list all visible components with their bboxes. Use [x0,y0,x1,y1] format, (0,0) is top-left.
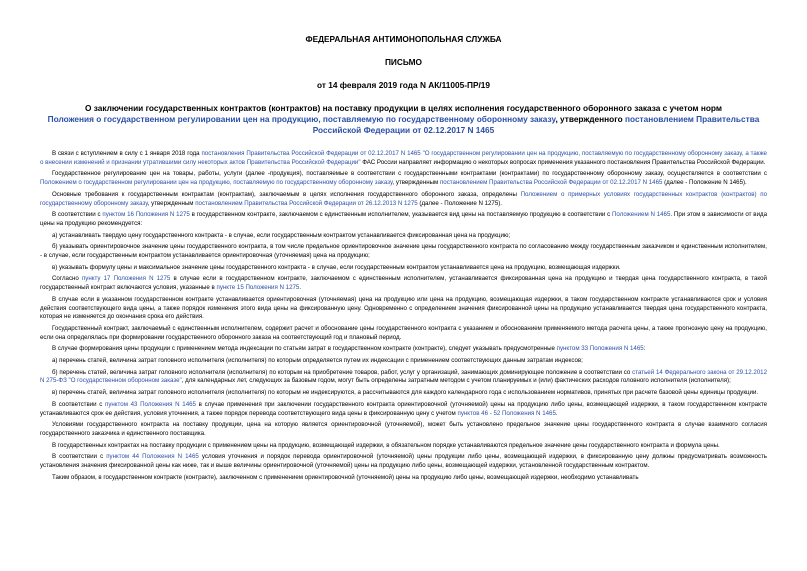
subject-link-decree[interactable]: постановлением Правительства Российской Федерации от 02.12.2017 N 1465 [312,114,760,135]
para-text: В соответствии с [52,453,107,461]
para-text: . [299,284,302,292]
para-link[interactable]: пунктом 44 Положения N 1465 [106,453,199,461]
para-text: в случае применения при заключении государственного контракта ориентировочной (уточняемой) цены на продукцию либо цены, возмещающей издержки, в таком государственном контракте устанавливаются срок ее действия, условия уточнения, а также порядок перевода соответствующего вида цены в фиксированную цену с учетом [40,400,767,417]
para-text: Условиями государственного контракта на поставку продукции, цена на которую является ориентировочной (уточняемой), может быть установлено предельное значение цены государственного контракта в случае взаимного согласия государственного заказчика и единственного поставщика. [40,421,767,437]
para-link[interactable]: Положением о примерных условиях государственных контрактов (контрактов) по государственному оборонному заказу [40,190,767,207]
paragraph [40,453,767,470]
paragraph [40,345,767,354]
para-text: . [555,409,558,417]
para-text: а) устанавливать твердую цену государственного контракта - в случае, если государственным контрактом устанавливается фиксированная цена на продукцию; [52,231,511,239]
para-link[interactable]: пунктом 16 Положения N 1275 [102,211,190,219]
para-link[interactable]: пунктом 43 Положения N 1465 [105,400,196,408]
paragraph [40,264,767,273]
para-link[interactable]: пунктом 33 Положения N 1465 [556,345,644,353]
paragraph [40,474,767,483]
paragraph [40,325,767,342]
para-text: ФАС России направляет информацию о некоторых вопросах применения указанного постановления Правительства Российской Федерации. [360,158,766,166]
para-link[interactable]: постановлением Правительства Российской Федерации от 02.12.2017 N 1465 [439,179,663,187]
para-link[interactable]: Положением N 1465 [612,211,671,219]
doc-type: ПИСЬМО [384,57,423,67]
para-text: , утвержденным [147,199,196,207]
para-text: , для календарных лет, следующих за базовым годом, могут быть определены затратным методом с учетом планируемых и (или) фактических расходов головного исполнителя (исполнителя); [181,377,731,385]
para-text: в) указывать формулу цены и максимальное значение цены государственного контракта - в случае, если государственным контрактом устанавливается цена на продукцию, возмещающая издержки. [52,263,621,271]
para-text: Основные требования к государственным контрактам (контрактам), заключаемым в целях исполнения государственного оборонного заказа, определены [52,190,521,198]
para-link[interactable]: пункте 15 Положения N 1275 [216,284,300,292]
para-text: (далее - Положение N 1275). [417,199,503,207]
paragraph [40,191,767,208]
para-text: В соответствии с [52,400,106,408]
paragraph [40,243,767,260]
para-text: В государственных контрактах на поставку продукции с применением цены на продукцию, возмещающей издержки, в обязательном порядке устанавливаются предельное значение цены государственного контракта и формула цены. [52,441,720,449]
para-text: В связи с вступлением в силу с 1 января 2018 года [52,150,202,157]
para-text: условия уточнения и порядок перевода ориентировочной (уточняемой) цены продукции либо цены, возмещающей издержки, в фиксированную цену должны предусматривать возможность установления значения фиксированной цены как ниже, так и выше величины ориентировочной (уточняемой) цены на продукцию либо цены, возмещающей издержки, установленной государственным контрактом. [40,453,767,470]
para-link[interactable]: Положением о государственном регулировании цен на продукцию, поставляемую по государственному оборонному заказу [40,179,393,187]
paragraph [40,232,767,241]
agency-title: ФЕДЕРАЛЬНАЯ АНТИМОНОПОЛЬНАЯ СЛУЖБА [305,34,502,44]
para-link[interactable]: постановления Правительства Российской Федерации от 02.12.2017 N 1465 "О государственном регулировании цен на продукцию, поставляемую по государственному оборонному заказу, а также о внесении изменений и признании утратившими силу некоторых актов Правительства Российской Федерации" [40,150,767,166]
para-link[interactable]: пунктов 46 - 52 Положения N 1465 [457,409,556,417]
para-link[interactable]: пункту 17 Положения N 1275 [81,275,171,283]
para-text: б) перечень статей, величина затрат головного исполнителя (исполнителя) по которым на приобретение товаров, работ, услуг у организаций, занимающих доминирующее положение в соответствии со [52,368,633,376]
para-text: в государственном контракте, заключаемом с единственным исполнителем, указывается вид цены на поставляемую продукцию в соответствии с [189,211,612,219]
para-text: б) указывать ориентировочное значение цены государственного контракта, в том числе предельное ориентировочное значение цены государственного контракта по согласованию между государственным заказчиком и единственным исполнителем, - в случае, если государственным контрактом устанавливается ориентировочная (уточняемая) цена на продукцию; [40,243,767,260]
para-text: Государственное регулирование цен на товары, работы, услуги (далее -продукция), поставляемые в соответствии с государственными контрактами (контрактами) по государственному оборонному заказу, осуществляется в соответствии с [52,170,767,178]
paragraph [40,170,767,187]
paragraph [40,421,767,438]
para-text: Согласно [52,275,82,283]
paragraph [40,296,767,322]
para-link[interactable]: постановлением Правительства Российской Федерации от 26.12.2013 N 1275 [195,199,418,207]
subject-text: О заключении государственных контрактов (контрактов) на поставку продукции в целях исполнения государственного оборонного заказа с учетом норм [84,103,723,113]
paragraph [40,357,767,366]
doc-subject [40,103,767,136]
paragraph [40,369,767,386]
para-text: В случае если в указанном государственном контракте устанавливается ориентировочная (уточняемая) цена на продукцию или цена на продукцию, возмещающая издержки, в таком государственном контракте устанавливаются срок и условия действия соответствующего вида цены, а также порядок изменения этого вида цены на фиксированную цену. Одновременно с определением значения фиксированной цены на продукцию устанавливается твердая цена государственного контракта, которая не изменяется до окончания срока его действия. [40,295,767,321]
paragraph [40,150,767,167]
para-text: в) перечень статей, величина затрат головного исполнителя (исполнителя) по которым не индексируются, а рассчитываются для каждого календарного года с использованием нормативов, принятых при расчете базовой цены единицы продукции. [52,389,759,397]
para-text: Государственный контракт, заключаемый с единственным исполнителем, содержит расчет и обоснование цены государственного контракта с указанием и обоснованием применяемого метода расчета цены, а также прогнозную цену на продукцию, если она определялась при формировании государственного оборонного заказа на соответствующий год и плановый период. [40,324,767,341]
para-text: в случае если в государственном контракте, заключаемом с единственным исполнителем, устанавливается фиксированная цена на продукцию и твердая цена государственного контракта, в такой государственный контракт включаются условия, указанные в [40,275,767,292]
doc-date-number: от 14 февраля 2019 года N АК/11005-ПР/19 [316,80,491,90]
subject-text-mid: , утвержденного [555,114,625,124]
paragraph [40,275,767,292]
paragraph [40,389,767,398]
paragraph [40,401,767,418]
paragraph [40,211,767,228]
para-link[interactable]: статьей 14 Федерального закона от 29.12.2012 N 275-ФЗ "О государственном оборонном заказе" [40,368,767,385]
para-text: (далее - Положение N 1465). [662,179,747,187]
para-text: Таким образом, в государственном контракте (контракте), заключенном с применением ориентировочной (уточняемой) цены на продукцию либо цены, возмещающей издержки, необходимо устанавливать [52,473,639,481]
para-text: а) перечень статей, величина затрат головного исполнителя (исполнителя) по которым определяется путем их индексации с применением соответствующих данным затратам индексов; [52,357,583,365]
para-text: В случае формирования цены продукции с применением метода индексации по статьям затрат в государственном контракте (контракте), следует указывать предусмотренные [52,345,557,353]
para-text: В соответствии с [52,211,103,219]
subject-link-regulation[interactable]: Положения о государственном регулировании цен на продукцию, поставляемую по государственному оборонному заказу [47,114,556,124]
para-text: : [643,345,646,353]
para-text: . При этом в зависимости от вида цены на продукцию рекомендуется: [40,211,767,227]
doc-body [40,150,767,483]
para-text: , утвержденным [392,179,440,187]
paragraph [40,442,767,451]
